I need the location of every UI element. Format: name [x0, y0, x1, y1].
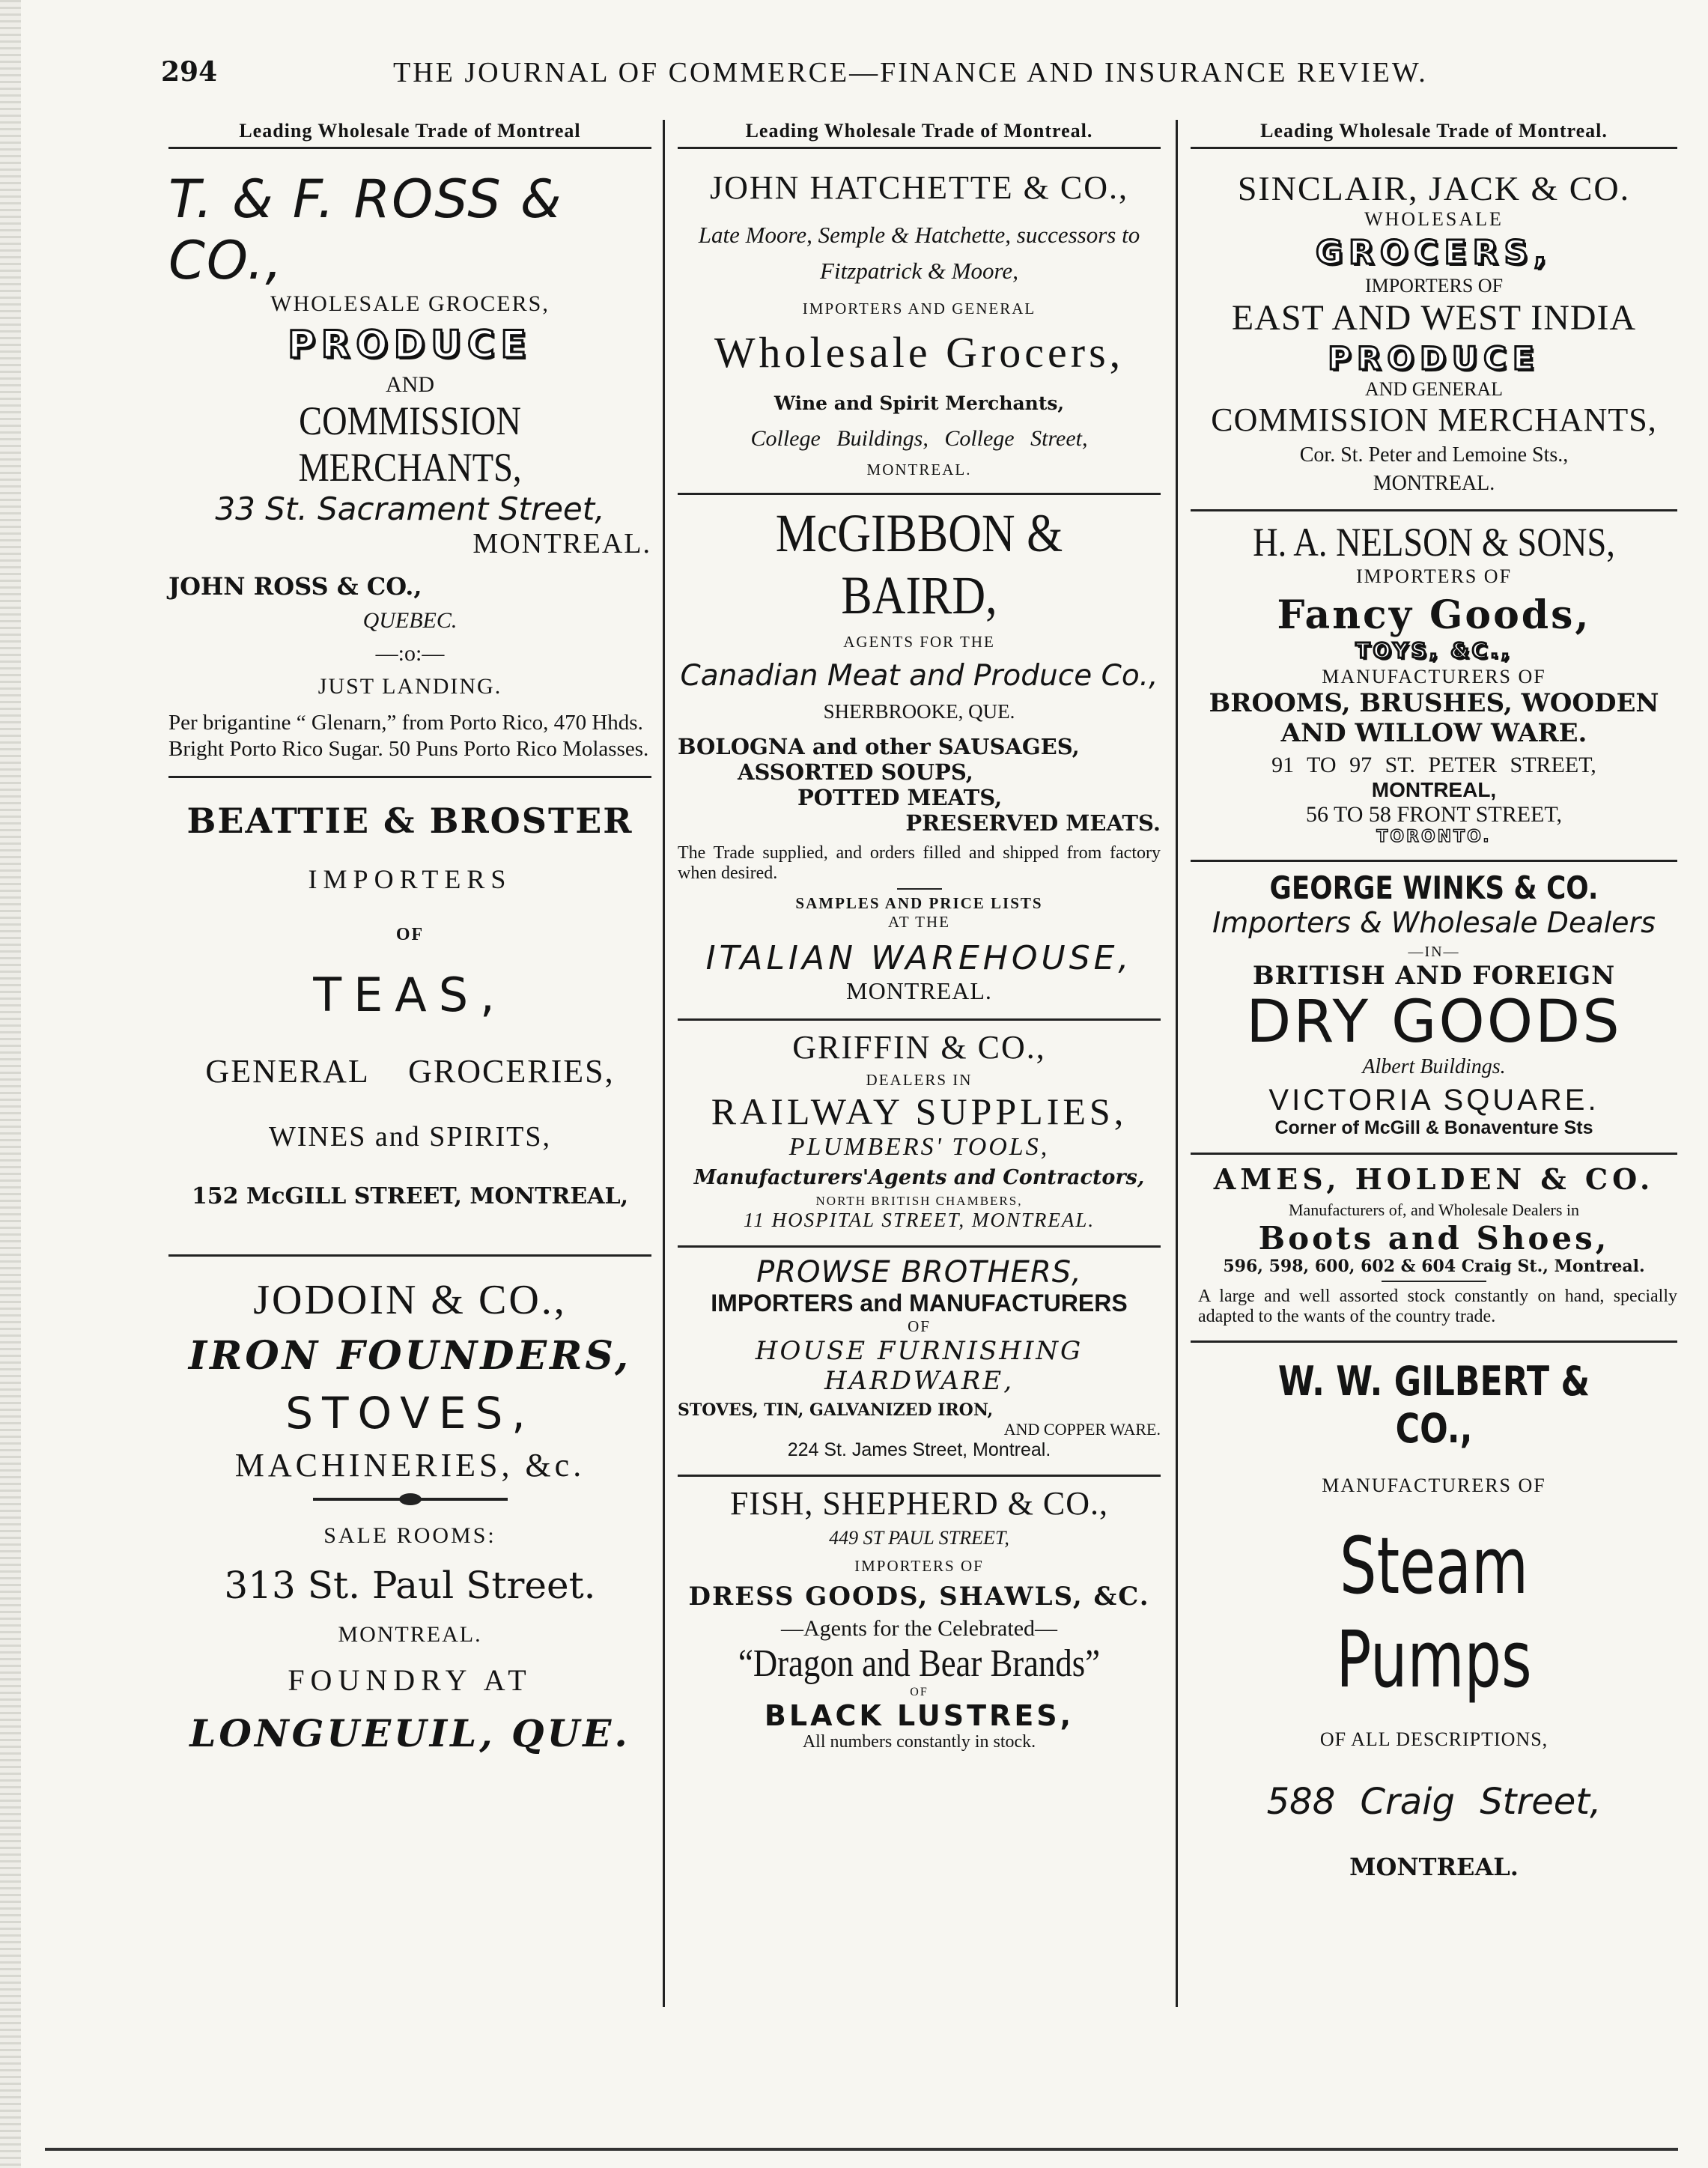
ad-line: BOLOGNA and other SAUSAGES,	[678, 734, 1080, 760]
ad-line: Boots and Shoes,	[1258, 1219, 1610, 1257]
ad-produce: PRODUCE	[288, 323, 532, 366]
ad-title: GRIFFIN & CO.,	[792, 1029, 1046, 1066]
ad-line: OF	[908, 1317, 931, 1336]
ad-jodoin	[168, 1257, 651, 1769]
ad-line: Canadian Meat and Produce Co.,	[680, 659, 1158, 693]
ad-line: COMMISSION MERCHANTS,	[1211, 401, 1657, 438]
ad-note: A large and well assorted stock constantly on hand, specially adapted to the wants of the country trade.	[1198, 1286, 1677, 1326]
ad-title: FISH, SHEPHERD & CO.,	[729, 1485, 1109, 1522]
ad-prowse	[678, 1248, 1161, 1477]
ad-line: AND GENERAL	[1364, 378, 1504, 400]
ad-line: STOVES, TIN, GALVANIZED IRON,	[678, 1400, 994, 1421]
ad-line: IMPORTERS OF	[1364, 275, 1504, 297]
ad-line: EAST AND WEST INDIA	[1231, 298, 1637, 338]
ad-line: 91 TO 97 ST. PETER STREET,	[1271, 753, 1596, 777]
ad-line: JUST LANDING.	[317, 674, 502, 699]
ad-line: Fancy Goods,	[1277, 592, 1591, 638]
ad-line: FOUNDRY AT	[288, 1663, 532, 1697]
ad-city: MONTREAL.	[472, 528, 651, 559]
ad-city: MONTREAL.	[338, 1621, 482, 1647]
ad-line: ASSORTED SOUPS,	[738, 759, 973, 786]
ad-line: AND	[386, 372, 434, 397]
ad-city: MONTREAL.	[1373, 472, 1495, 495]
ad-city: MONTREAL.	[846, 977, 992, 1005]
ad-line: POTTED MEATS,	[797, 785, 1003, 811]
ad-title: T. & F. ROSS & CO.,	[168, 168, 563, 291]
ad-line: Wine and Spirit Merchants,	[774, 392, 1065, 415]
ad-line: MANUFACTURERS OF	[1322, 1474, 1546, 1496]
ad-line: 449 ST PAUL STREET,	[829, 1527, 1009, 1549]
ad-title: JOHN HATCHETTE & CO.,	[710, 169, 1128, 206]
ad-line: OF	[395, 924, 425, 944]
ad-line: VICTORIA SQUARE.	[1268, 1083, 1599, 1117]
ad-line: Corner of McGill & Bonaventure Sts	[1274, 1117, 1593, 1138]
column-3	[1191, 120, 1677, 1895]
ad-line: 224 St. James Street, Montreal.	[787, 1439, 1051, 1461]
ad-gilbert	[1191, 1343, 1677, 1895]
ad-line: NORTH BRITISH CHAMBERS,	[815, 1194, 1023, 1209]
ad-line: 11 HOSPITAL STREET, MONTREAL.	[743, 1209, 1095, 1232]
column-2	[678, 120, 1161, 1766]
ad-title: BEATTIE & BROSTER	[186, 800, 633, 841]
ad-line: WHOLESALE GROCERS,	[270, 291, 550, 316]
ad-line: COMMISSION MERCHANTS,	[298, 398, 522, 490]
ad-title: McGIBBON & BAIRD,	[775, 503, 1063, 626]
ad-line: SAMPLES AND PRICE LISTS	[795, 894, 1043, 913]
ad-line: Manufacturers'Agents and Contractors,	[693, 1166, 1145, 1190]
ad-city: MONTREAL.	[1349, 1853, 1519, 1882]
ad-line: Steam Pumps	[1336, 1519, 1532, 1705]
ad-line: “Dragon and Bear Brands”	[738, 1642, 1101, 1686]
ad-line: TEAS,	[313, 967, 507, 1022]
rule	[1382, 1281, 1486, 1282]
ad-line: BLACK LUSTRES,	[764, 1699, 1075, 1733]
ad-line: MANUFACTURERS OF	[1322, 666, 1546, 687]
rule	[897, 888, 942, 890]
ad-line: SHERBROOKE, QUE.	[823, 700, 1015, 723]
ad-line: QUEBEC.	[362, 608, 458, 633]
ad-line: IMPORTERS AND GENERAL	[802, 300, 1036, 318]
ad-line: RAILWAY SUPPLIES,	[711, 1090, 1128, 1133]
ad-line: 152 McGILL STREET, MONTREAL,	[191, 1182, 629, 1209]
ad-line: Importers & Wholesale Dealers	[1212, 906, 1656, 939]
ad-line: TOYS, &C.,	[1355, 638, 1513, 663]
ad-line: PLUMBERS' TOOLS,	[788, 1133, 1050, 1162]
ad-line: Cor. St. Peter and Lemoine Sts.,	[1299, 443, 1569, 467]
ad-line: MACHINERIES, &c.	[234, 1446, 586, 1484]
ad-grocers: GROCERS,	[1315, 234, 1553, 272]
column-heading: Leading Wholesale Trade of Montreal.	[1191, 120, 1677, 149]
ad-hatchette	[678, 161, 1161, 495]
ad-note: The Trade supplied, and orders filled and shipped from factory when desired.	[678, 843, 1161, 884]
ad-winks	[1191, 862, 1677, 1155]
column-heading: Leading Wholesale Trade of Montreal.	[678, 120, 1161, 149]
ad-line: IMPORTERS OF	[854, 1557, 984, 1576]
ad-city: MONTREAL.	[866, 461, 972, 479]
ad-line: Manufacturers of, and Wholesale Dealers in	[1288, 1200, 1580, 1219]
ad-line: IMPORTERS OF	[1355, 565, 1513, 587]
ad-line: IMPORTERS	[308, 863, 512, 894]
ad-line: —Agents for the Celebrated—	[780, 1616, 1058, 1642]
ad-line: 596, 598, 600, 602 & 604 Craig St., Montreal.	[1223, 1256, 1645, 1276]
ad-produce: PRODUCE	[1328, 340, 1540, 377]
ad-street: 313 St. Paul Street.	[224, 1563, 596, 1607]
ad-line: Wholesale Grocers,	[714, 328, 1125, 377]
ad-street: 588 Craig Street,	[1266, 1781, 1602, 1824]
ad-title: H. A. NELSON & SONS,	[1253, 520, 1615, 565]
ad-fish	[678, 1477, 1161, 1766]
column-heading: Leading Wholesale Trade of Montreal	[168, 120, 651, 149]
ad-line: OF ALL DESCRIPTIONS,	[1319, 1728, 1549, 1751]
ad-line: DRY GOODS	[1246, 989, 1622, 1056]
ad-line: BROOMS, BRUSHES, WOODEN	[1209, 688, 1659, 718]
column-rule-2	[1176, 120, 1178, 2007]
ad-line: ITALIAN WAREHOUSE,	[705, 939, 1133, 978]
scan-edge-bottom	[45, 2148, 1678, 2151]
ad-line: 56 TO 58 FRONT STREET,	[1306, 802, 1562, 827]
ad-line: AGENTS FOR THE	[843, 633, 995, 652]
ad-city: MONTREAL,	[1371, 778, 1497, 801]
ad-line: Albert Buildings.	[1362, 1054, 1506, 1078]
ad-mcgibbon	[678, 495, 1161, 1021]
ad-line: JOHN ROSS & CO.,	[168, 572, 422, 601]
ad-line: AT THE	[888, 913, 950, 932]
ad-line: College Buildings, College Street,	[750, 426, 1088, 452]
ad-line: IRON FOUNDERS,	[188, 1332, 632, 1379]
ad-title: AMES, HOLDEN & CO.	[1213, 1162, 1655, 1196]
ad-line: —IN—	[1408, 944, 1460, 960]
ad-line: Late Moore, Semple & Hatchette, successors to Fitzpatrick & Moore,	[698, 222, 1140, 285]
ad-city: TORONTO.	[1376, 828, 1492, 846]
ad-line: SALE ROOMS:	[323, 1522, 496, 1548]
ad-line: WHOLESALE	[1364, 208, 1504, 230]
ornament-divider	[313, 1498, 508, 1501]
column-1	[168, 120, 651, 1769]
page-number: 294	[161, 56, 218, 88]
scan-edge-left	[0, 0, 21, 2168]
column-rule-1	[663, 120, 665, 2007]
ad-title: JODOIN & CO.,	[253, 1276, 567, 1323]
ad-line: GENERAL GROCERIES,	[205, 1052, 615, 1090]
ad-line: AND WILLOW WARE.	[1280, 718, 1587, 748]
ad-line: BRITISH AND FOREIGN	[1252, 961, 1616, 991]
ad-beattie	[168, 778, 651, 1257]
ad-note: All numbers constantly in stock.	[802, 1732, 1036, 1752]
ad-line: OF	[910, 1686, 929, 1699]
ad-line: PRESERVED MEATS.	[905, 810, 1161, 836]
ad-nelson	[1191, 511, 1677, 862]
page-header	[161, 56, 1434, 109]
ad-line: HOUSE FURNISHING HARDWARE,	[755, 1336, 1084, 1397]
ad-line: DEALERS IN	[866, 1071, 973, 1090]
ad-ames	[1191, 1155, 1677, 1343]
ad-line: IMPORTERS and MANUFACTURERS	[711, 1290, 1128, 1317]
ad-note: Per brigantine “ Glenarn,” from Porto Rico, 470 Hhds. Bright Porto Rico Sugar. 50 Puns Porto Rico Molasses.	[168, 711, 649, 761]
ad-title: SINCLAIR, JACK & CO.	[1237, 169, 1631, 207]
ad-street: 33 St. Sacrament Street,	[215, 491, 605, 527]
running-title: THE JOURNAL OF COMMERCE—FINANCE AND INSURANCE REVIEW.	[393, 57, 1428, 88]
ad-griffin	[678, 1021, 1161, 1248]
ad-line: DRESS GOODS, SHAWLS, &C.	[688, 1582, 1150, 1612]
ad-title: W. W. GILBERT & CO.,	[1277, 1357, 1590, 1452]
ad-line: LONGUEUIL, QUE.	[189, 1710, 630, 1755]
ad-line: AND COPPER WARE.	[1003, 1420, 1161, 1439]
ad-line: STOVES,	[285, 1387, 535, 1439]
ad-line: WINES and SPIRITS,	[269, 1120, 551, 1153]
ad-separator: —:o:—	[375, 641, 445, 666]
ad-ross	[168, 161, 651, 778]
ad-title: PROWSE BROTHERS,	[756, 1255, 1082, 1290]
ad-sinclair	[1191, 161, 1677, 511]
ad-title: GEORGE WINKS & CO.	[1269, 869, 1599, 906]
